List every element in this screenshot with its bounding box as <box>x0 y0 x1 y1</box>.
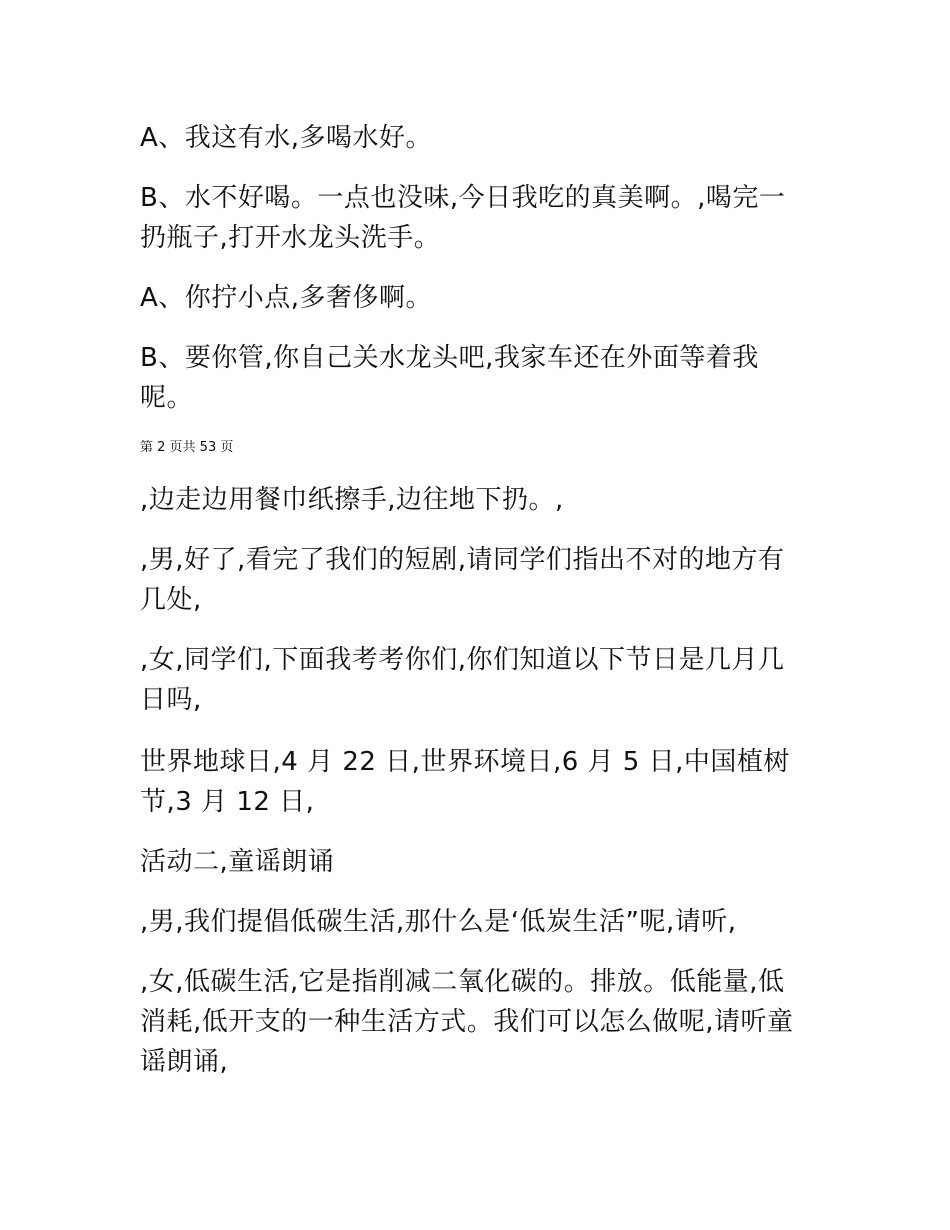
paragraph-boy-2: ,男,我们提倡低碳生活,那什么是‘低炭生活”呢,请听, <box>140 907 737 937</box>
paragraph-narration: ,边走边用餐巾纸擦手,边往地下扔。, <box>140 485 564 515</box>
page-footer: 第 2 页共 53 页 <box>140 440 234 455</box>
dialogue-line-b1: B、水不好喝。一点也没味,今日我吃的真美啊。,喝完一扔瓶子,打开水龙头洗手。 <box>140 183 786 253</box>
paragraph-festivals: 世界地球日,4 月 22 日,世界环境日,6 月 5 日,中国植树节,3 月 12 日, <box>140 747 790 817</box>
paragraph-boy-1: ,男,好了,看完了我们的短剧,请同学们指出不对的地方有几处, <box>140 545 785 615</box>
paragraph-girl-1: ,女,同学们,下面我考考你们,你们知道以下节日是几月几日吗, <box>140 645 785 715</box>
dialogue-line-a2: A、你拧小点,多奢侈啊。 <box>140 283 433 313</box>
paragraph-girl-2: ,女,低碳生活,它是指削减二氧化碳的。排放。低能量,低消耗,低开支的一种生活方式。我们可以怎么做呢,请听童谣朗诵, <box>140 967 794 1077</box>
dialogue-line-a1: A、我这有水,多喝水好。 <box>140 123 433 153</box>
dialogue-line-b2: B、要你管,你自己关水龙头吧,我家车还在外面等着我呢。 <box>140 343 759 413</box>
section-heading-activity-2: 活动二,童谣朗诵 <box>140 847 335 877</box>
